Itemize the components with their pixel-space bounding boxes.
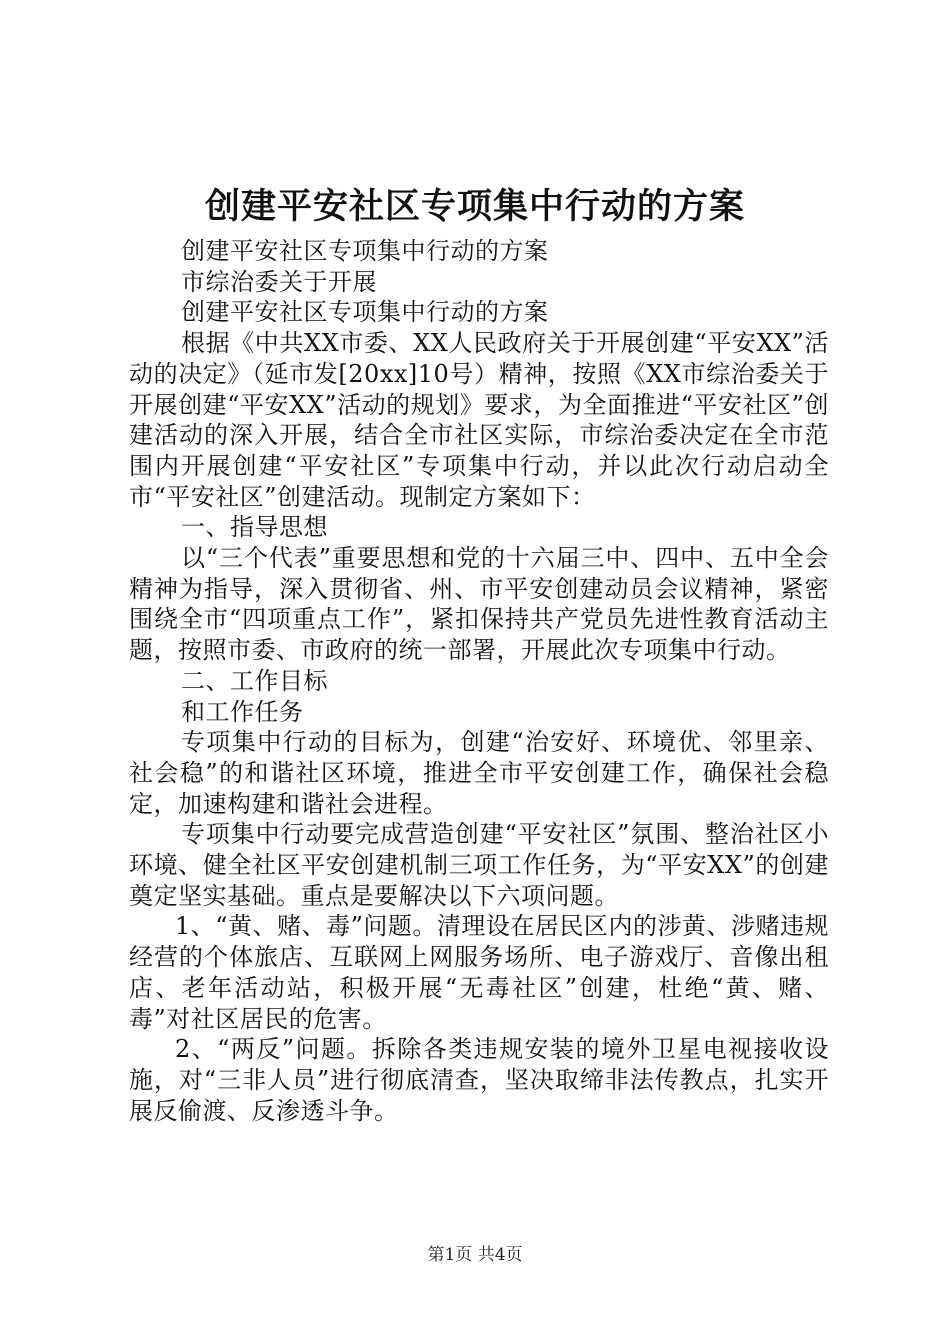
section-heading-work-tasks: 和工作任务 xyxy=(181,697,304,726)
paragraph-issuer: 市综治委关于开展 xyxy=(181,267,377,296)
paragraph-tasks: 专项集中行动要完成营造创建“平安社区”氛围、整治社区小环境、健全社区平安创建机制三项工作任务，为“平安XX”的创建奠定坚实基础。重点是要解决以下六项问题。 xyxy=(129,820,829,910)
page-footer: 第1页 共4页 xyxy=(427,1245,523,1265)
paragraph-guiding-ideology: 以“三个代表”重要思想和党的十六届三中、四中、五中全会精神为指导，深入贯彻省、州、市平安创建动员会议精神，紧密围绕全市“四项重点工作”，紧扣保持共产党员先进性教育活动主题，按照市委、市政府的统一部署，开展此次专项集中行动。 xyxy=(129,544,829,665)
paragraph-subtitle: 创建平安社区专项集中行动的方案 xyxy=(181,298,549,327)
document-title: 创建平安社区专项集中行动的方案 xyxy=(204,186,745,227)
paragraph-item-2: 2、“两反”问题。拆除各类违规安装的境外卫星电视接收设施，对“三非人员”进行彻底清查，坚决取缔非法传教点，扎实开展反偷渡、反渗透斗争。 xyxy=(129,1035,829,1125)
paragraph-heading-repeat: 创建平安社区专项集中行动的方案 xyxy=(181,237,549,265)
paragraph-goals: 专项集中行动的目标为，创建“治安好、环境优、邻里亲、社会稳”的和谐社区环境，推进全市平安创建工作，确保社会稳定，加速构建和谐社会进程。 xyxy=(129,728,829,818)
section-heading-work-goals: 二、工作目标 xyxy=(181,666,328,695)
paragraph-item-1: 1、“黄、赌、毒”问题。清理设在居民区内的涉黄、涉赌违规经营的个体旅店、互联网上网服务场所、电子游戏厅、音像出租店、老年活动站，积极开展“无毒社区”创建，杜绝“黄、赌、毒”对社区居民的危害。 xyxy=(129,912,829,1033)
document-body xyxy=(129,236,829,1126)
paragraph-basis: 根据《中共XX市委、XX人民政府关于开展创建“平安XX”活动的决定》（延市发[20xx]10号）精神，按照《XX市综治委关于开展创建“平安XX”活动的规划》要求，为全面推进“平安社区”创建活动的深入开展，结合全市社区实际，市综治委决定在全市范围内开展创建“平安社区”专项集中行动，并以此次行动启动全市“平安社区”创建活动。现制定方案如下： xyxy=(129,329,829,511)
section-heading-guiding-ideology: 一、指导思想 xyxy=(181,513,328,542)
